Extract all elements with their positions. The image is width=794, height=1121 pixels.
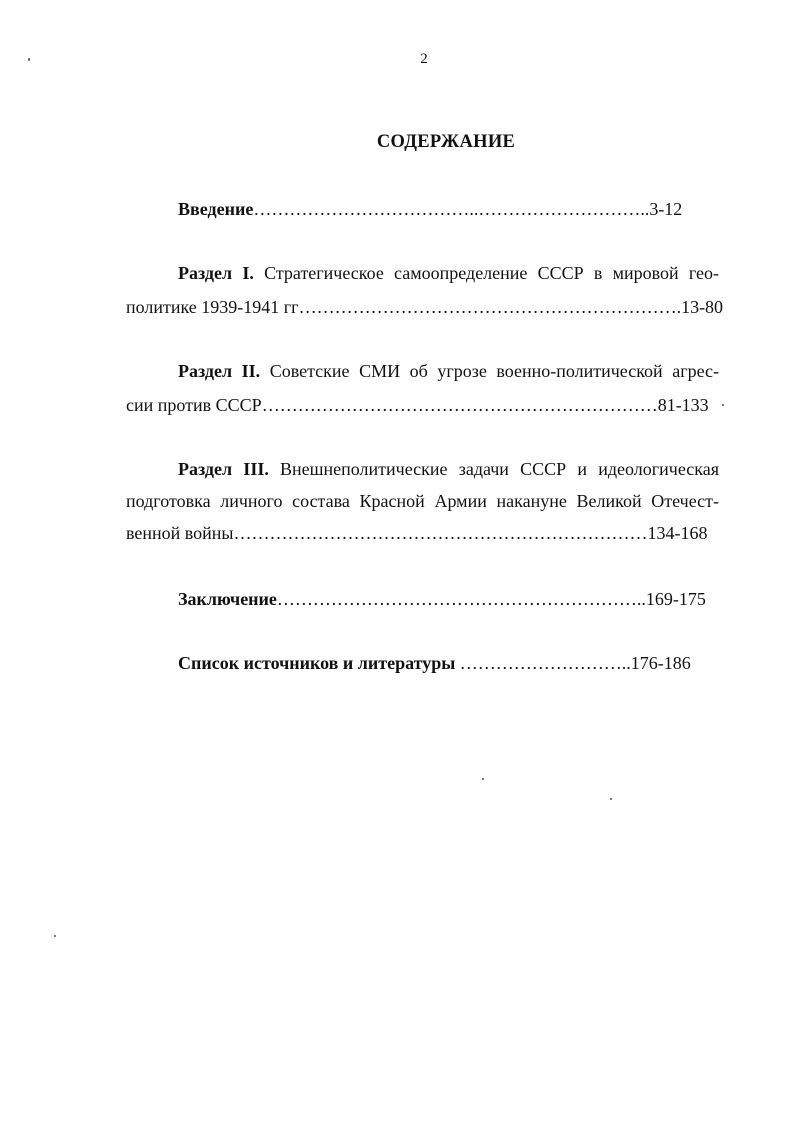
toc-entry-line [178,360,719,382]
toc-entry-text: венной войны [126,523,234,543]
toc-entry-text: политике 1939-1941 гг [126,297,299,317]
toc-entry-intro[interactable] [178,198,682,220]
toc-entry-line [178,458,719,480]
toc-page-range: 134-168 [647,523,708,543]
toc-entry-text: подготовка личного состава Красной Армии накануне Великой Отечест- [126,491,719,511]
toc-leader-dots: ………………………………………………………… [261,395,658,415]
toc-entry-heading: Введение [178,199,254,219]
toc-entry-line [126,490,719,512]
page-title: СОДЕРЖАНИЕ [376,132,516,152]
scan-speck [28,58,30,61]
toc-entry-text: Советские СМИ об угрозе военно-политической агрес- [269,361,719,381]
toc-page-range: 176-186 [630,653,691,673]
toc-entry-text: сии против СССР [126,395,262,415]
toc-leader-dots: …………………………………………………………… [233,523,648,543]
page-number: 2 [420,51,428,67]
toc-entry-heading: Раздел III. [178,459,269,479]
scan-speck [610,798,612,800]
toc-entry-conclusion[interactable] [178,588,706,610]
toc-leader-dots: ………………………………..……………………….. [253,199,650,219]
toc-entry-heading: Раздел II. [178,361,261,381]
toc-page-range: 3-12 [649,199,683,219]
toc-leader-dots: ……………………….. [455,653,631,673]
toc-entry-text: Внешнеполитические задачи СССР и идеологическая [280,459,719,479]
toc-entry-line [126,394,709,416]
toc-entry-line [126,522,708,544]
toc-entry-line [178,262,719,284]
toc-page-range: 81-133 [657,395,709,415]
scan-speck [482,778,484,780]
toc-page-range: 13-80 [681,297,724,317]
toc-entry-heading: Список источников и литературы [178,653,456,673]
toc-entry-heading: Раздел I. [178,263,254,283]
toc-entry-text: Стратегическое самоопределение СССР в мировой гео- [264,263,719,283]
toc-leader-dots: ………………………………………………………. [298,297,682,317]
scan-speck [722,404,724,406]
toc-page-range: 169-175 [645,589,706,609]
toc-entry-sources[interactable] [178,652,691,674]
toc-entry-line [126,296,723,318]
toc-entry-heading: Заключение [178,589,277,609]
scan-speck [54,935,56,937]
toc-leader-dots: …………………………………………………….. [276,589,646,609]
